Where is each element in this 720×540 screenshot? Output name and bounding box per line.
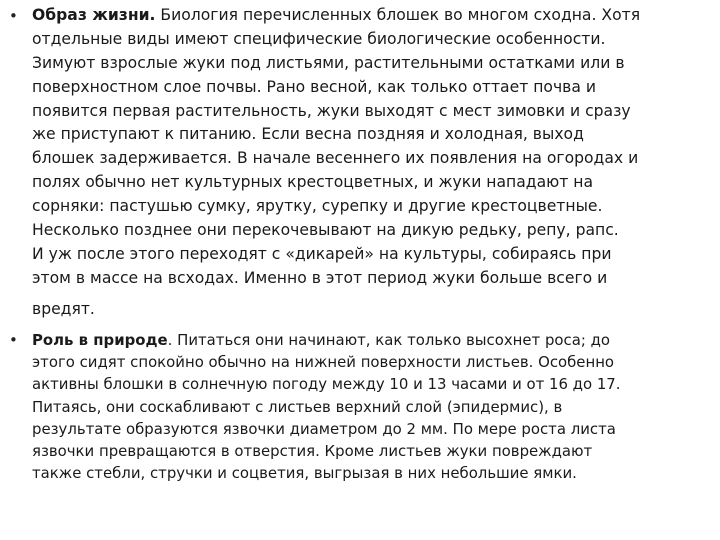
text-line: сорняки: пастушью сумку, ярутку, сурепку и другие крестоцветные. [32,197,603,216]
text-line: результате образуются язвочки диаметром до 2 мм. По мере роста листа [32,419,616,438]
text-line: активны блошки в солнечную погоду между 10 и 13 часами и от 16 до 17. [32,375,621,394]
paragraph-lifestyle [32,4,640,291]
text-line: блошек задерживается. В начале весеннего их появления на огородах и [32,149,639,168]
paragraph-role [32,329,621,484]
text-segment: Биология перечисленных блошек во многом сходна. Хотя [155,6,641,24]
text-line: язвочки превращаются в отверстия. Кроме листьев жуки повреждают [32,441,593,460]
bullet-icon: • [9,7,18,25]
text-line: Питаясь, они соскабливают с листьев верхний слой (эпидермис), в [32,397,563,416]
text-line: Зимуют взрослые жуки под листьями, растительными остатками или в [32,53,625,72]
text-line [32,4,640,28]
text-line: поверхностном слое почвы. Рано весной, как только оттает почва и [32,77,597,96]
text-line: Несколько позднее они перекочевывают на дикую редьку, репу, рапс. [32,221,619,240]
text-line: И уж после этого переходят с «дикарей» на культуры, собираясь при [32,244,612,263]
text-line: этого сидят спокойно обычно на нижней поверхности листьев. Особенно [32,353,615,372]
heading-role: Роль в природе [32,331,168,349]
text-line: появится первая растительность, жуки выходят с мест зимовки и сразу [32,101,631,120]
text-segment: . Питаться они начинают, как только высохнет роса; до [167,331,610,349]
bullet-icon: • [9,331,18,349]
text-line: отдельные виды имеют специфические биологические особенности. [32,29,606,48]
text-line: вредят. [32,300,95,318]
text-line [32,329,621,351]
text-line: также стебли, стручки и соцветия, выгрызая в них небольшие ямки. [32,464,577,483]
paragraph-lifestyle-end [32,298,95,322]
text-line: полях обычно нет культурных крестоцветных, и жуки нападают на [32,173,594,192]
text-line: этом в массе на всходах. Именно в этот период жуки больше всего и [32,268,608,287]
text-line: же приступают к питанию. Если весна поздняя и холодная, выход [32,125,584,144]
heading-lifestyle: Образ жизни. [32,6,156,24]
